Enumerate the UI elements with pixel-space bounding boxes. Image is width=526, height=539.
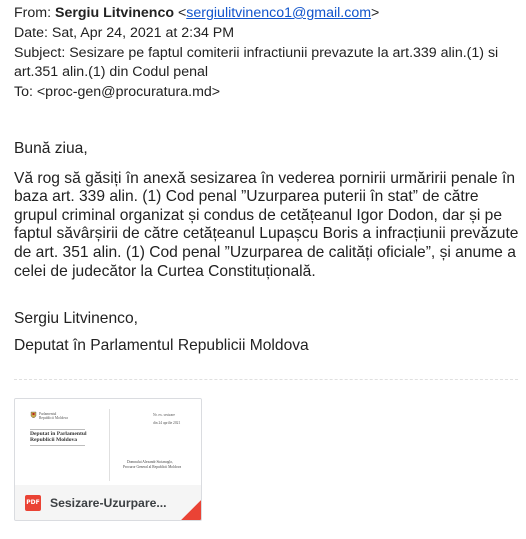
to-row (14, 83, 519, 103)
preview-doc-ref: Nr. ex. sesizare (153, 413, 175, 417)
attachment-file-name[interactable]: Sesizare-Uzurpare... (50, 496, 167, 510)
signature-name: Sergiu Litvinenco, (14, 310, 138, 327)
preview-sender-line1: Deputat în Parlamentul (30, 431, 87, 437)
attachment-card[interactable] (14, 398, 202, 521)
date-value: Sat, Apr 24, 2021 at 2:34 PM (51, 24, 235, 41)
preview-rule-top (30, 429, 85, 430)
to-value: <proc-gen@procuratura.md> (36, 84, 221, 101)
email-header (14, 4, 519, 103)
pdf-icon: PDF (25, 495, 41, 511)
attachment-preview (15, 399, 201, 485)
greeting: Bună ziua, (14, 140, 88, 157)
sender-email-close-bracket: > (371, 5, 380, 21)
preview-org-line1: Parlamentul (39, 412, 57, 416)
date-label: Date: (14, 24, 48, 41)
subject-label: Subject: (14, 44, 66, 61)
date-row (14, 24, 519, 44)
preview-sender-line2: Republicii Moldova (30, 437, 78, 443)
from-label: From: (14, 5, 52, 21)
sender-email-open-bracket: < (178, 5, 187, 21)
sender-name: Sergiu Litvinenco (55, 5, 175, 21)
from-row (14, 4, 519, 24)
subject-row (14, 44, 519, 84)
preview-rule-bottom (30, 445, 85, 446)
pdf-corner-fold-mask (181, 500, 201, 520)
body-paragraph: Vă rog să găsiți în anexă sesizarea în vederea pornirii urmăririi penale în baza art. 339 alin. (1) Cod penal ”Uzurparea puterii în stat” de către grupul criminal organizat și condus de cetățeanul Igor Dodon, dar și pe faptul săvârșirii de către cetățeanul Lupașcu Boris a infracțiunii prevăzute de art. 351 alin. (1) Cod penal ”Uzurparea de calități oficiale”, și anume a celei de judecător la Curtea Constituțională. (14, 169, 519, 280)
preview-doc-date: din 24 aprilie 2021 (153, 421, 181, 425)
to-label: To: (14, 84, 33, 101)
sender-email-link[interactable]: sergiulitvinenco1@gmail.com (186, 5, 372, 21)
preview-fold-line (109, 409, 110, 481)
signature (14, 310, 309, 356)
subject-value: Sesizare pe faptul comiterii infractiunii prevazute la art.339 alin.(1) si art.351 alin.(1) din Codul penal (14, 44, 499, 81)
preview-recipient-line1: Domnului Alexandr Stoianoglo, (127, 460, 174, 464)
coat-of-arms-icon (30, 411, 37, 420)
attachment-divider (14, 379, 518, 380)
preview-recipient-line2: Procuror General al Republicii Moldova (123, 465, 182, 469)
email-body (14, 140, 519, 281)
attachment-file-bar[interactable] (15, 485, 201, 520)
preview-org-line2: Republicii Moldova (39, 416, 68, 420)
signature-title: Deputat în Parlamentul Republicii Moldova (14, 337, 309, 355)
